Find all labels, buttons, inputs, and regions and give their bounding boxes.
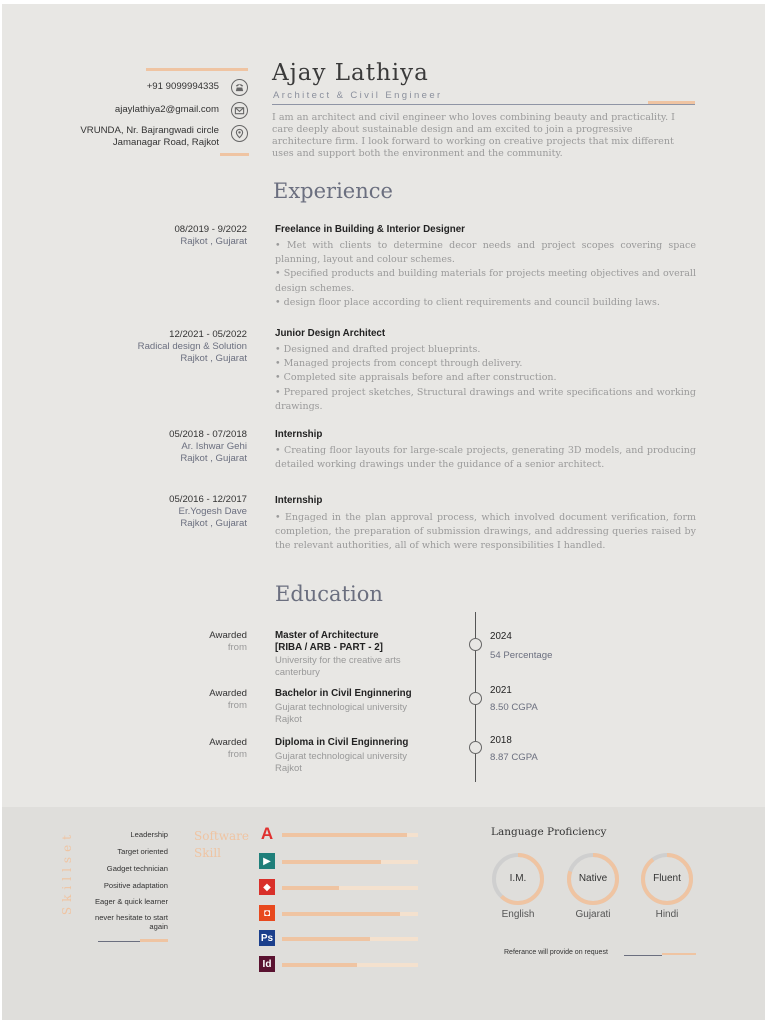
experience-2-org: Radical design & Solution — [137, 340, 247, 352]
skill-5: Eager & quick learner — [94, 897, 168, 906]
contact-address — [80, 125, 219, 149]
experience-1-meta — [174, 224, 247, 248]
experience-2-bullet-2: • Managed projects from concept through delivery. — [275, 358, 523, 370]
office-icon: ◘ — [259, 905, 275, 921]
education-3-year: 2018 — [490, 735, 512, 746]
education-2-year: 2021 — [490, 685, 512, 696]
name-divider — [272, 104, 695, 105]
education-1-score: 54 Percentage — [490, 650, 553, 661]
education-2-timeline-node — [469, 692, 482, 705]
mail-icon — [231, 102, 248, 119]
software-skill-track — [282, 963, 418, 967]
candidate-role: Architect & Civil Engineer — [273, 90, 443, 101]
education-1-year: 2024 — [490, 631, 512, 642]
education-2-awarded — [209, 688, 247, 712]
language-ring-3 — [639, 851, 695, 907]
education-1-institution — [275, 655, 435, 678]
experience-4-role: Internship — [275, 495, 323, 506]
address-line-1: VRUNDA, Nr. Bajrangwadi circle — [80, 125, 219, 136]
language-level: Native — [578, 873, 608, 884]
education-1-awarded-label: Awarded — [209, 630, 247, 641]
experience-4-bullet-1: • Engaged in the plan approval process, which involved document verification, form completion, the preparation of submission drawings, and addressing queries raised by the relevant authorities, all of which were responsibilities I handled. — [275, 512, 696, 552]
software-skill-fill — [282, 860, 381, 864]
skill-2: Target oriented — [117, 847, 168, 856]
experience-1-dates: 08/2019 - 9/2022 — [174, 224, 247, 235]
language-name: Gujarati — [575, 909, 611, 920]
skillset-heading: Skillset — [60, 830, 74, 916]
language-heading: Language Proficiency — [491, 826, 607, 838]
education-1-timeline-node — [469, 638, 482, 651]
education-1-institution-line-1: University for the creative arts — [275, 655, 401, 666]
language-level: I.M. — [509, 873, 527, 884]
reference-note: Referance will provide on request — [504, 949, 608, 956]
address-line-2: Jamanagar Road, Rajkot — [112, 137, 219, 148]
education-heading: Education — [275, 582, 383, 606]
education-3-awarded-label: Awarded — [209, 737, 247, 748]
education-1-institution-line-2: canterbury — [275, 666, 320, 678]
software-skill-fill — [282, 886, 339, 890]
education-3-awarded — [209, 737, 247, 761]
software-skill-track — [282, 833, 418, 837]
reference-accent-rule — [662, 953, 696, 955]
contact-phone[interactable]: +91 9099994335 — [146, 81, 219, 92]
indesign-icon: Id — [259, 956, 275, 972]
education-3-institution — [275, 751, 435, 774]
experience-2-bullet-4: • Prepared project sketches, Structural drawings and write specifications and working drawings. — [275, 386, 696, 412]
summary-text: I am an architect and civil engineer who loves combining beauty and practicality. I care deeply about sustainable design and am excited to join a progressive architecture firm. I look forward to working on creative projects that mix different uses and support both the environment and the community. — [272, 112, 675, 159]
accent-rule-top — [146, 68, 248, 71]
software-heading-line-1: Software — [194, 829, 249, 843]
software-skill-fill — [282, 963, 357, 967]
education-1-from-label: from — [227, 642, 247, 653]
experience-heading: Experience — [273, 179, 393, 203]
software-skill-fill — [282, 937, 370, 941]
contact-email[interactable]: ajaylathiya2@gmail.com — [114, 104, 219, 115]
accent-rule-bottom — [220, 153, 249, 156]
experience-3-dates: 05/2018 - 07/2018 — [169, 429, 247, 440]
skill-4: Positive adaptation — [103, 881, 168, 890]
language-name: English — [501, 909, 535, 920]
education-2-institution — [275, 702, 435, 725]
education-2-from-label: from — [227, 700, 247, 711]
education-3-timeline-node — [469, 741, 482, 754]
experience-3-bullets — [275, 444, 696, 472]
experience-3-bullet-1: • Creating floor layouts for large-scale projects, generating 3D models, and producing detailed working drawings under the guidance of a senior architect. — [275, 445, 696, 471]
experience-2-bullet-3: • Completed site appraisals before and after construction. — [275, 372, 557, 384]
software-skill-track — [282, 912, 418, 916]
education-2-degree-line-1: Bachelor in Civil Enginnering — [275, 688, 412, 699]
education-2-institution-line-2: Rajkot — [275, 713, 302, 725]
experience-2-location: Rajkot , Gujarat — [180, 352, 247, 364]
experience-4-location: Rajkot , Gujarat — [180, 517, 247, 529]
experience-2-bullet-1: • Designed and drafted project blueprints. — [275, 344, 481, 355]
education-1-awarded — [209, 630, 247, 654]
experience-3-meta — [169, 429, 247, 464]
language-name: Hindi — [655, 909, 679, 920]
experience-1-bullet-1: • Met with clients to determine decor needs and project scopes covering space planning, layout and colour schemes. — [275, 240, 696, 266]
education-2-institution-line-1: Gujarat technological university — [275, 702, 408, 713]
education-2-score: 8.50 CGPA — [490, 702, 538, 713]
revit-icon: ◆ — [259, 879, 275, 895]
education-3-degree-line-1: Diploma in Civil Enginnering — [275, 737, 409, 748]
experience-4-bullets — [275, 511, 696, 554]
experience-4-org: Er.Yogesh Dave — [178, 505, 247, 517]
software-skill-track — [282, 886, 418, 890]
skillset-rule — [98, 941, 140, 942]
resume-page — [2, 4, 765, 1020]
software-skill-fill — [282, 912, 400, 916]
software-skill-track — [282, 860, 418, 864]
experience-3-role: Internship — [275, 429, 323, 440]
sketchup-3ds-icon: ▶ — [259, 853, 275, 869]
experience-1-location: Rajkot , Gujarat — [180, 235, 247, 247]
experience-4-meta — [169, 494, 247, 529]
experience-1-role: Freelance in Building & Interior Designer — [275, 224, 465, 235]
experience-3-location: Rajkot , Gujarat — [180, 452, 247, 464]
software-heading-line-2: Skill — [194, 846, 222, 860]
education-3-from-label: from — [227, 749, 247, 760]
name-accent-rule — [648, 101, 695, 104]
experience-1-bullets — [275, 239, 696, 310]
experience-3-org: Ar. Ishwar Gehi — [181, 440, 247, 452]
language-ring-2 — [565, 851, 621, 907]
experience-2-meta — [138, 329, 247, 364]
autocad-icon: A — [260, 824, 274, 843]
education-1-degree — [275, 630, 383, 653]
experience-4-dates: 05/2016 - 12/2017 — [169, 494, 247, 505]
skill-6: never hesitate to start again — [94, 913, 168, 931]
photoshop-icon: Ps — [259, 930, 275, 946]
education-3-institution-line-1: Gujarat technological university — [275, 751, 408, 762]
language-ring-1 — [490, 851, 546, 907]
language-level: Fluent — [653, 873, 681, 884]
education-2-degree — [275, 688, 412, 700]
software-heading — [194, 828, 249, 862]
education-3-institution-line-2: Rajkot — [275, 762, 302, 774]
education-2-awarded-label: Awarded — [209, 688, 247, 699]
skillset-accent-rule — [140, 939, 168, 942]
location-pin-icon — [231, 125, 248, 142]
reference-rule — [624, 955, 662, 956]
phone-icon — [231, 79, 248, 96]
experience-2-role: Junior Design Architect — [275, 328, 386, 339]
experience-1-bullet-2: • Specified products and building materials for projects meeting objectives and overall design schemes. — [275, 268, 696, 294]
experience-2-bullets — [275, 343, 696, 414]
experience-1-bullet-3: • design floor place according to client requirements and council building laws. — [275, 296, 660, 308]
software-skill-fill — [282, 833, 407, 837]
skill-3: Gadget technician — [106, 864, 168, 873]
experience-2-dates: 12/2021 - 05/2022 — [169, 329, 247, 340]
education-3-score: 8.87 CGPA — [490, 752, 538, 763]
candidate-name: Ajay Lathiya — [272, 60, 429, 86]
education-3-degree — [275, 737, 408, 749]
software-skill-track — [282, 937, 418, 941]
education-1-degree-line-2: [RIBA / ARB - PART - 2] — [275, 641, 383, 653]
education-1-degree-line-1: Master of Architecture — [275, 630, 379, 641]
skill-1: Leadership — [130, 830, 168, 839]
